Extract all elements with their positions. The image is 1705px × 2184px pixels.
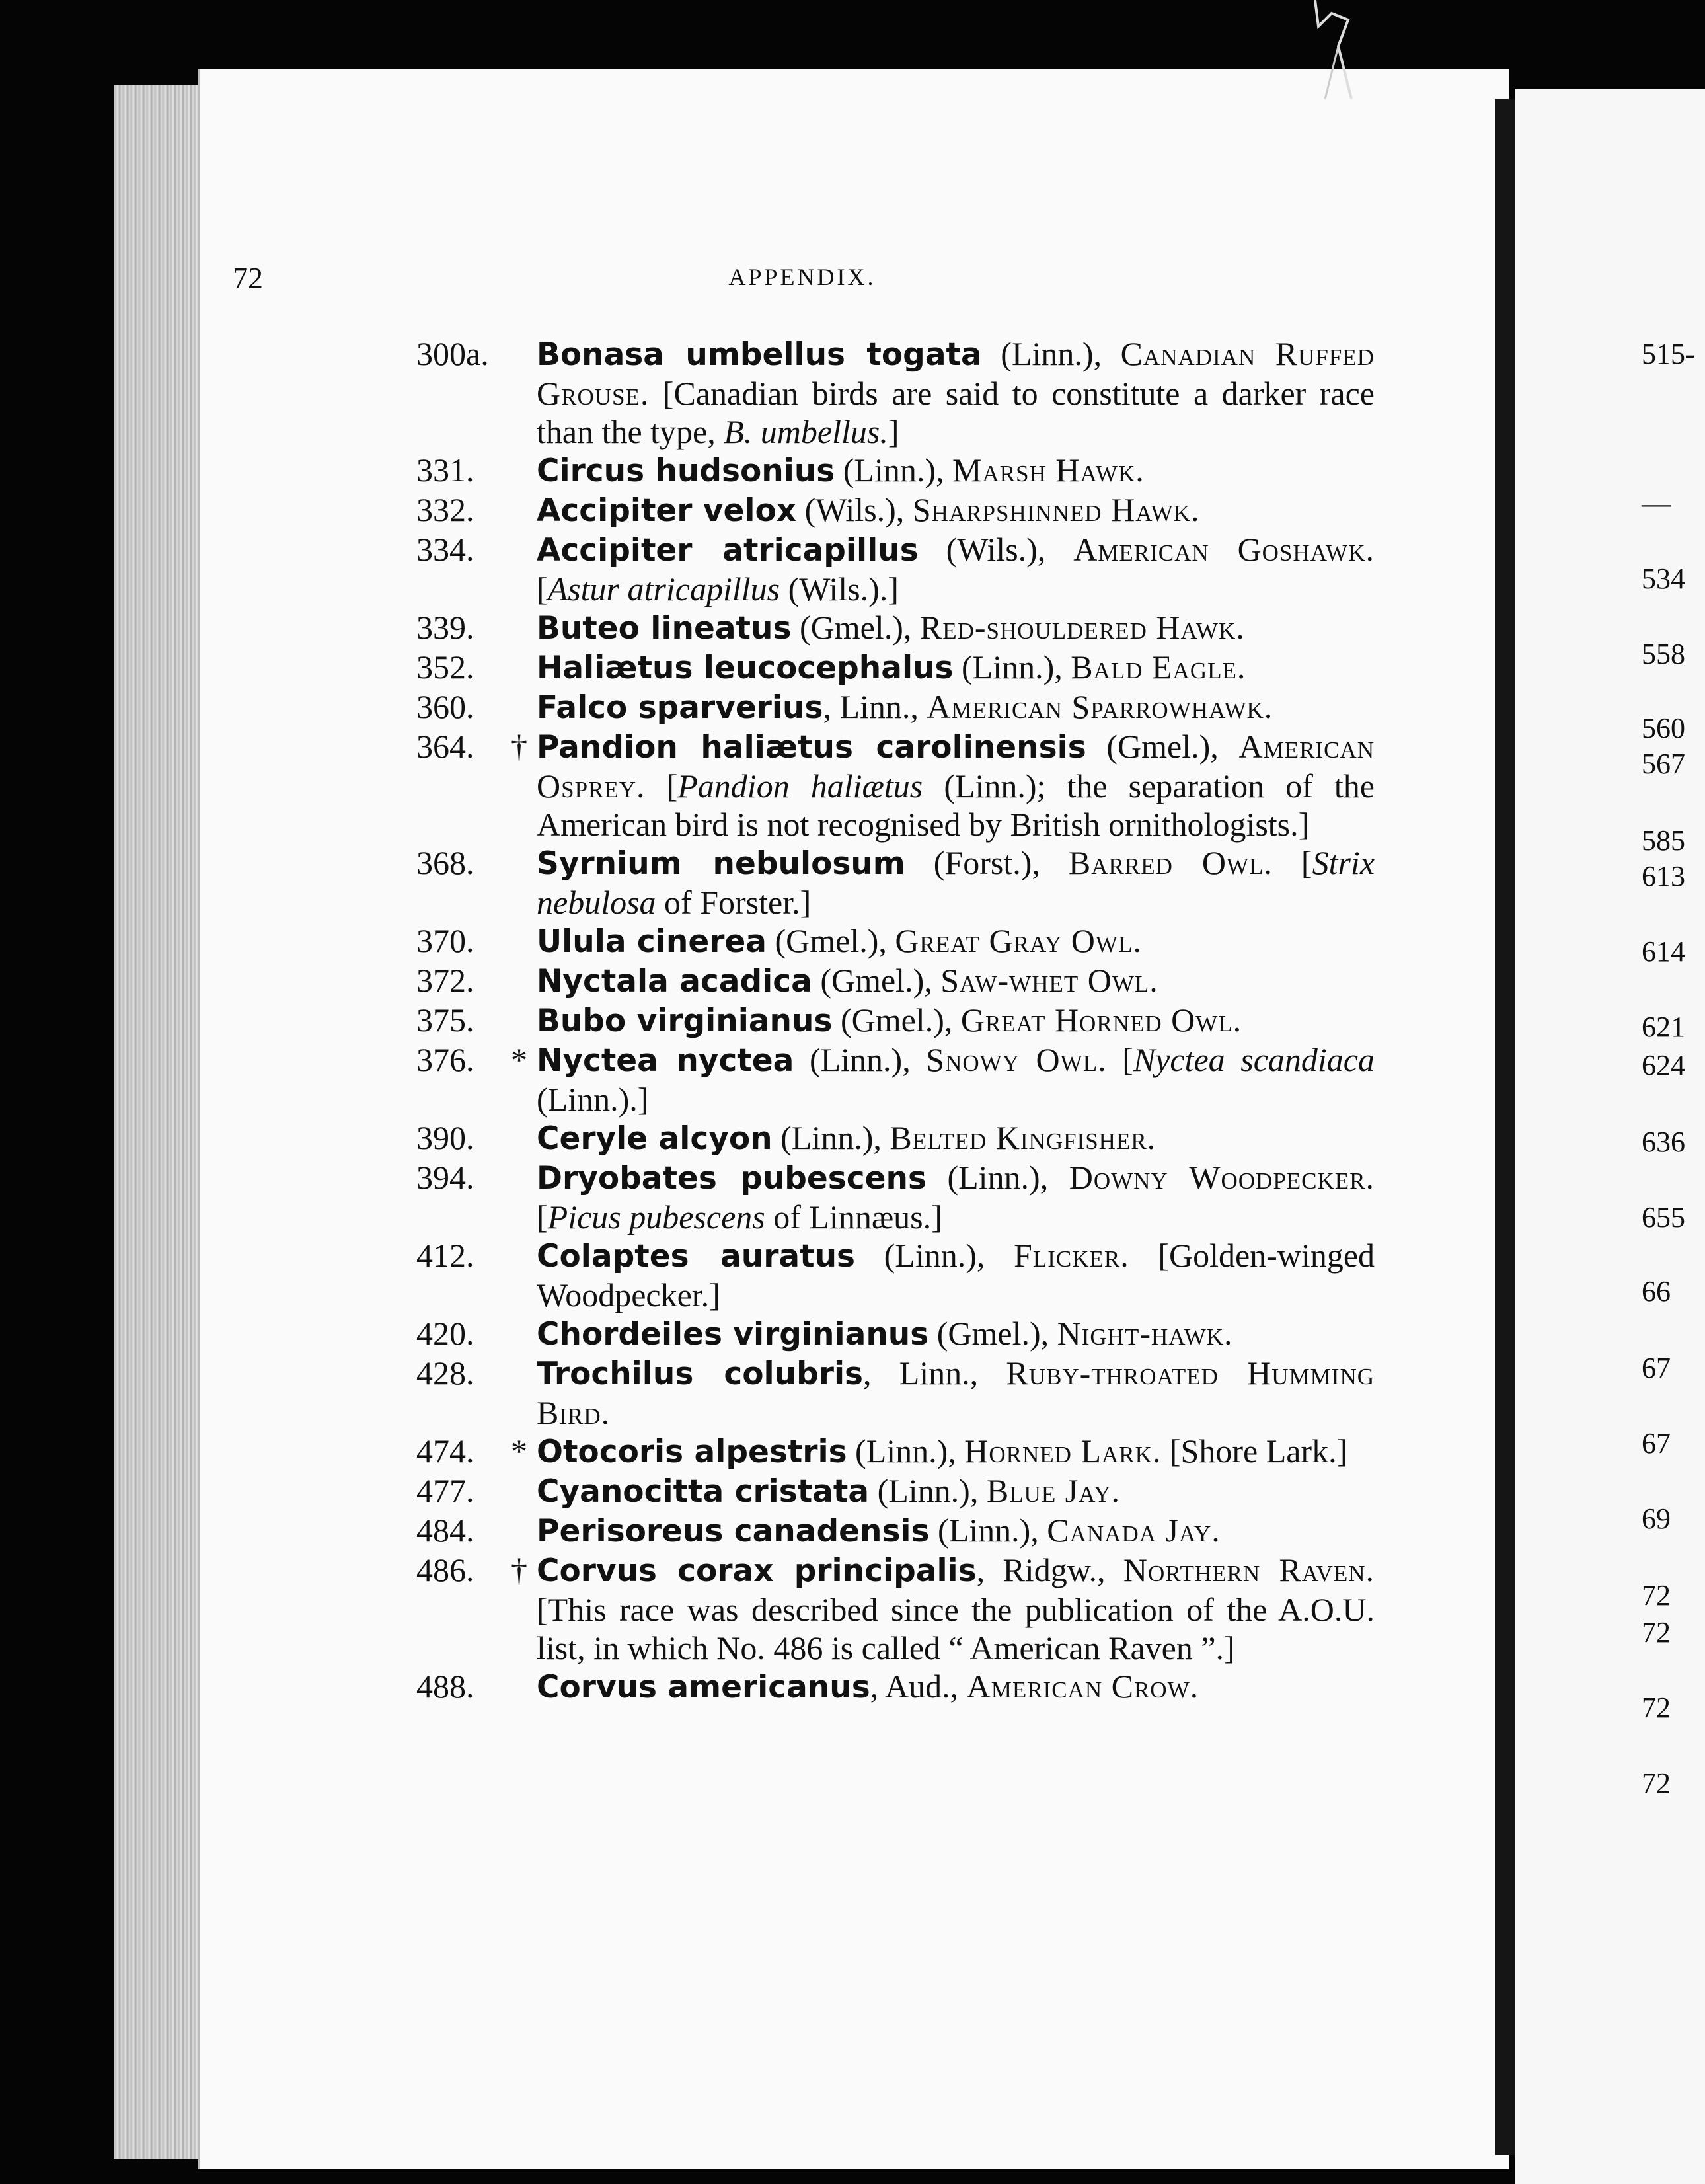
note-italic-name: Picus pubescens [547,1198,765,1235]
author-citation: (Gmel.), [1086,728,1239,765]
scientific-name: Nyctala acadica [537,963,812,999]
note-text: [ [1106,1041,1133,1078]
common-name: Red-shouldered Hawk. [919,609,1245,646]
facing-page-number: 560 [1642,712,1685,744]
author-citation: , Linn., [863,1354,1006,1391]
species-entry [416,961,1375,1001]
author-citation: (Wils.), [796,491,913,528]
species-entry [416,1158,1375,1236]
scientific-name: Falco sparverius [537,689,823,726]
common-name: Northern Raven. [1123,1551,1375,1588]
common-name: American Goshawk. [1073,531,1375,568]
species-entry [416,608,1375,648]
common-name: Great Horned Owl. [960,1001,1242,1038]
entry-number: 375. [416,1001,474,1038]
scientific-name: Accipiter atricapillus [537,532,919,568]
species-list [416,334,1375,1707]
book-gutter [1495,99,1515,2155]
species-entry [416,1432,1375,1471]
facing-page-number: 72 [1642,1692,1671,1724]
entry-number: 332. [416,491,474,528]
species-entry [416,687,1375,727]
note-italic-name: Astur atricapillus [547,570,780,607]
species-entry [416,530,1375,608]
author-citation: (Linn.), [953,648,1071,685]
facing-page-number: 655 [1642,1201,1685,1233]
entry-mark: † [511,728,527,765]
scientific-name: Nyctea nyctea [537,1042,794,1079]
species-entry [416,648,1375,687]
entry-number: 339. [416,609,474,646]
page-edges [114,85,209,2159]
note-text: [Canadian birds are said to constitute a darker race than the type, [537,375,1375,450]
entry-number: 474. [416,1432,474,1469]
facing-page-number: 515- [1642,338,1695,370]
author-citation: (Gmel.), [791,609,920,646]
species-entry [416,1040,1375,1118]
species-entry [416,451,1375,490]
facing-page-number: 585 [1642,824,1685,857]
common-name: Barred Owl. [1068,844,1273,881]
entry-number: 488. [416,1668,474,1705]
common-name: American Crow. [966,1668,1199,1705]
facing-page-number: 624 [1642,1049,1685,1081]
author-citation: (Linn.), [835,451,953,488]
facing-page-number: 72 [1642,1767,1671,1799]
note-text: [ [1272,844,1312,881]
note-text: [ [645,767,678,804]
scientific-name: Cyanocitta cristata [537,1473,870,1510]
entry-number: 484. [416,1512,474,1549]
common-name: Marsh Hawk. [952,451,1145,488]
entry-number: 394. [416,1159,474,1196]
common-name: Sharpshinned Hawk. [912,491,1200,528]
common-name: Great Gray Owl. [895,922,1142,959]
page-number: 72 [233,261,263,295]
facing-page-number: 636 [1642,1126,1685,1158]
entry-number: 372. [416,962,474,999]
facing-page-number: 72 [1642,1579,1671,1612]
note-text-end: (Wils.).] [780,570,899,607]
species-entry [416,921,1375,961]
scientific-name: Accipiter velox [537,492,797,529]
facing-page-number: 67 [1642,1352,1671,1384]
entry-mark: * [511,1432,527,1469]
author-citation: (Gmel.), [812,962,941,999]
entry-number: 390. [416,1119,474,1156]
entry-number: 300a. [416,335,489,372]
bookmark-string-icon [1312,0,1365,99]
common-name: Downy Woodpecker. [1069,1159,1375,1196]
note-text: [ [537,1198,548,1235]
author-citation: , Ridgw., [976,1551,1123,1588]
facing-page-number: 621 [1642,1011,1685,1043]
species-entry [416,843,1375,921]
scientific-name: Otocoris alpestris [537,1434,847,1470]
author-citation: (Linn.), [855,1237,1014,1274]
entry-number: 352. [416,648,474,685]
species-entry [416,1354,1375,1432]
scientific-name: Ulula cinerea [537,923,767,960]
species-entry [416,1001,1375,1040]
author-citation: (Forst.), [905,844,1069,881]
note-italic-name: Pandion haliætus [677,767,923,804]
author-citation: (Linn.), [794,1041,927,1078]
author-citation: (Linn.), [772,1119,890,1156]
facing-page-number: — [1642,487,1671,520]
species-entry [416,1471,1375,1511]
common-name: Snowy Owl. [926,1041,1107,1078]
species-entry [416,1551,1375,1667]
entry-number: 364. [416,728,474,765]
note-italic-name: B. umbellus. [724,413,888,450]
note-text-end: of Linnæus.] [765,1198,942,1235]
scientific-name: Bonasa umbellus togata [537,336,982,373]
common-name: Canada Jay. [1047,1512,1221,1549]
entry-number: 412. [416,1237,474,1274]
common-name: American Osprey. [537,728,1375,804]
scientific-name: Haliætus leucocephalus [537,650,954,686]
facing-page-number: 614 [1642,935,1685,968]
note-text-end: (Linn.).] [537,1081,649,1118]
common-name: Canadian Ruffed Grouse. [537,335,1375,412]
common-name: Horned Lark. [964,1432,1162,1469]
common-name: Saw-whet Owl. [940,962,1158,999]
common-name: American Sparrowhawk. [927,688,1273,725]
note-text-end: (Linn.); the separation of the American bird is not recognised by British ornithologists.] [537,767,1375,843]
facing-page-number: 69 [1642,1502,1671,1535]
common-name: Ruby-throated Humming Bird. [537,1354,1375,1431]
facing-page-number: 567 [1642,748,1685,780]
scientific-name: Buteo lineatus [537,610,792,646]
author-citation: (Linn.), [929,1512,1047,1549]
entry-mark: † [511,1551,527,1588]
species-entry [416,1314,1375,1354]
facing-page-number: 67 [1642,1427,1671,1460]
note-italic-name: Nyctea scandiaca [1133,1041,1375,1078]
author-citation: (Wils.), [918,531,1074,568]
author-citation: (Linn.), [869,1472,987,1509]
entry-mark: * [511,1041,527,1078]
entry-number: 376. [416,1041,474,1078]
note-text: [ [537,570,548,607]
scientific-name: Chordeiles virginianus [537,1316,929,1352]
entry-number: 428. [416,1354,474,1391]
species-entry [416,727,1375,843]
common-name: Flicker. [1014,1237,1129,1274]
species-entry [416,1511,1375,1551]
author-citation: (Gmel.), [928,1315,1057,1352]
scientific-name: Ceryle alcyon [537,1120,773,1157]
author-citation: (Gmel.), [767,922,895,959]
author-citation: (Gmel.), [832,1001,961,1038]
note-text: [This race was described since the publication of the A.O.U. list, in which No. 486 is called “ American Raven ”.] [537,1591,1375,1666]
scientific-name: Trochilus colubris [537,1356,864,1392]
author-citation: (Linn.), [926,1159,1069,1196]
author-citation: (Linn.), [981,335,1121,372]
note-text: [Shore Lark.] [1161,1432,1348,1469]
common-name: Bald Eagle. [1071,648,1246,685]
entry-number: 486. [416,1551,474,1588]
common-name: Belted Kingfisher. [890,1119,1156,1156]
entry-number: 420. [416,1315,474,1352]
facing-page-number: 613 [1642,860,1685,892]
page-header [233,260,1372,300]
facing-page-number: 66 [1642,1275,1671,1307]
scientific-name: Corvus americanus [537,1669,870,1705]
note-text-end: ] [888,413,899,450]
scientific-name: Pandion haliætus carolinensis [537,729,1086,765]
scientific-name: Circus hudsonius [537,453,835,489]
scientific-name: Dryobates pubescens [537,1160,927,1196]
species-entry [416,1236,1375,1314]
scientific-name: Syrnium nebulosum [537,845,905,882]
facing-page-number: 558 [1642,638,1685,670]
scientific-name: Colaptes auratus [537,1238,856,1274]
entry-number: 331. [416,451,474,488]
species-entry [416,1667,1375,1707]
note-text: [Golden-winged Woodpecker.] [537,1237,1375,1313]
facing-page-number: 534 [1642,563,1685,595]
entry-number: 368. [416,844,474,881]
common-name: Night-hawk. [1057,1315,1233,1352]
author-citation: , Aud., [870,1668,967,1705]
scientific-name: Perisoreus canadensis [537,1513,930,1549]
running-title: APPENDIX. [728,264,876,290]
scientific-name: Bubo virginianus [537,1003,833,1039]
author-citation: (Linn.), [847,1432,965,1469]
entry-number: 360. [416,688,474,725]
species-entry [416,1118,1375,1158]
entry-number: 334. [416,531,474,568]
common-name: Blue Jay. [986,1472,1120,1509]
note-italic-name: Strix nebulosa [537,844,1375,921]
facing-page-number: 72 [1642,1616,1671,1649]
species-entry [416,334,1375,451]
entry-number: 370. [416,922,474,959]
note-text-end: of Forster.] [656,884,812,921]
species-entry [416,490,1375,530]
entry-number: 477. [416,1472,474,1509]
scientific-name: Corvus corax principalis [537,1553,977,1589]
author-citation: , Linn., [823,688,927,725]
